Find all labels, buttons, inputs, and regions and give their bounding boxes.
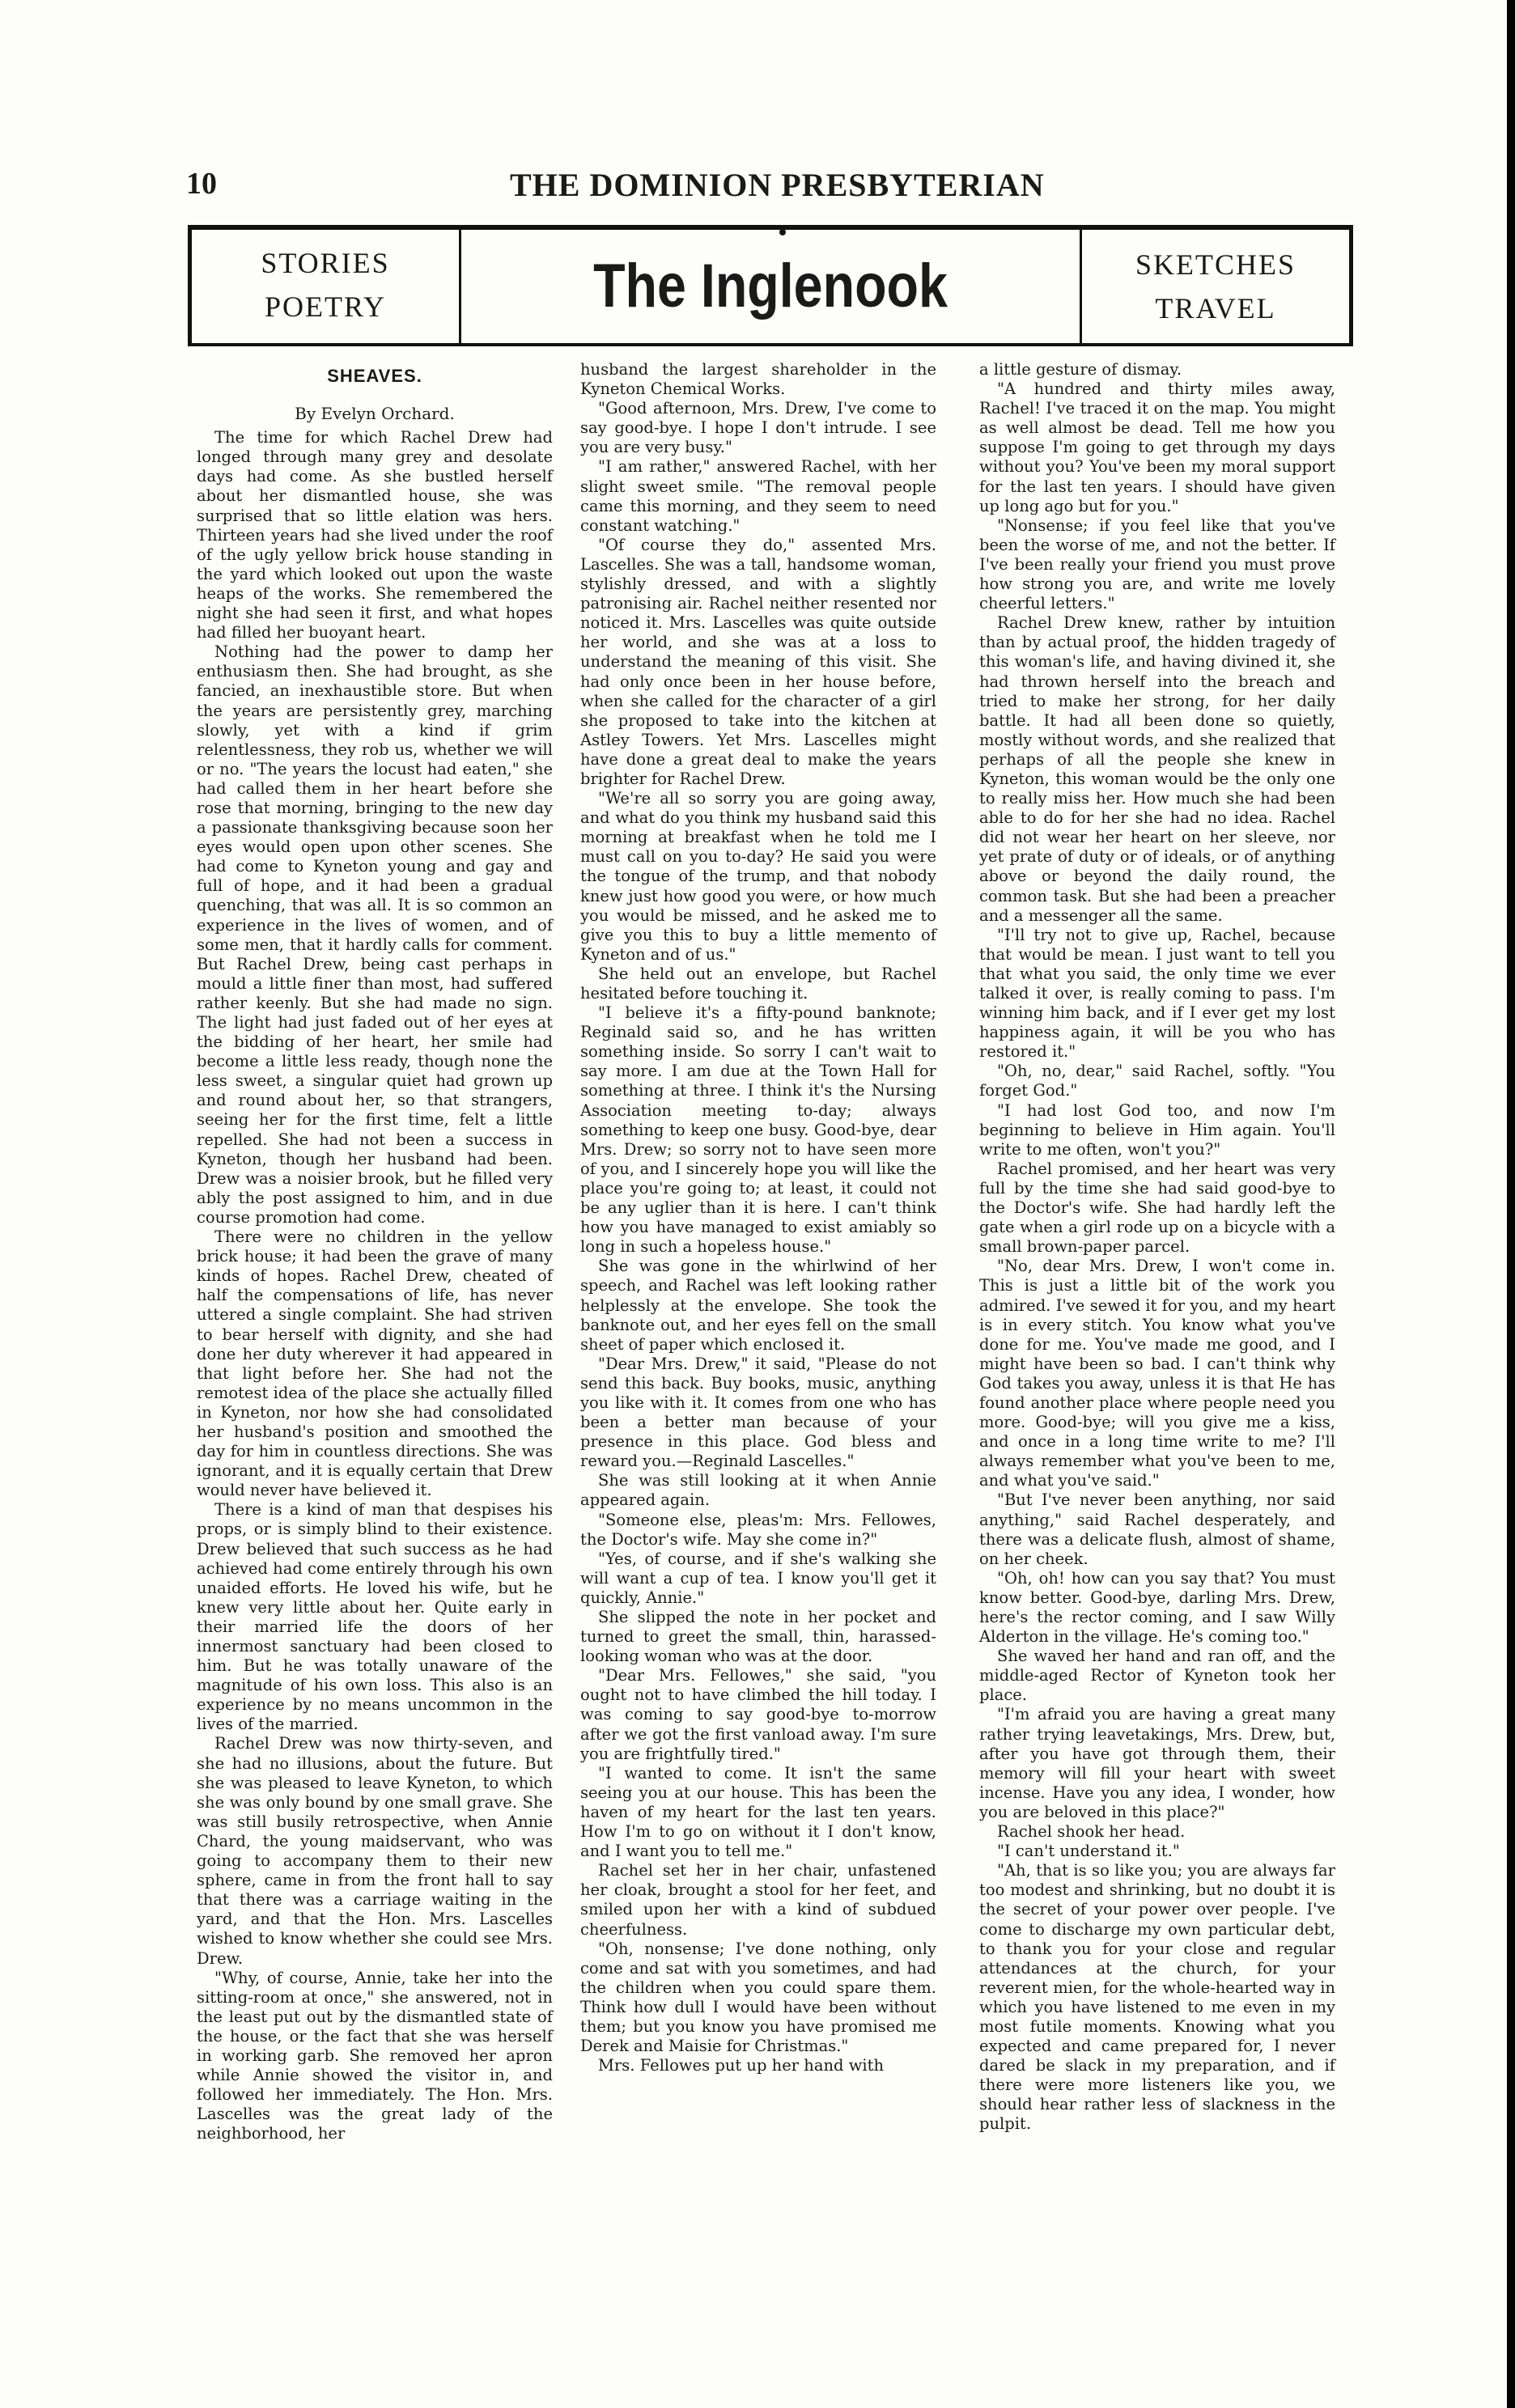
paragraph: "Good afternoon, Mrs. Drew, I've come to say good-bye. I hope I don't intrude. I see you are very busy." xyxy=(580,399,936,457)
paragraph: "I can't understand it." xyxy=(997,1842,1180,1861)
paragraph: "I had lost God too, and now I'm beginning to believe in Him again. You'll write to me often, won't you?" xyxy=(979,1100,1335,1159)
text-column-1 xyxy=(197,360,553,2143)
paragraph: Rachel set her in her chair, unfastened her cloak, brought a stool for her feet, and smiled upon her with a kind of subdued cheerfulness. xyxy=(580,1861,936,1939)
paragraph: "Dear Mrs. Drew," it said, "Please do not send this back. Buy books, music, anything you like with it. It comes from one who has been a better man because of your presence in this place. God bless and reward you.—Reginald Lascelles." xyxy=(580,1354,936,1471)
page-number: 10 xyxy=(186,167,217,201)
paragraph: a little gesture of dismay. xyxy=(979,360,1182,379)
header-right-line2: TRAVEL xyxy=(1155,292,1276,324)
paragraph: "Nonsense; if you feel like that you've been the worse of me, and not the better. If I've been really your friend you must prove how strong you are, and write me lovely cheerful letters." xyxy=(979,515,1335,613)
paragraph: "Yes, of course, and if she's walking she will want a cup of tea. I know you'll get it quickly, Annie." xyxy=(580,1549,936,1607)
paragraph: Rachel Drew knew, rather by intuition than by actual proof, the hidden tragedy of this woman's life, and having divined it, she had thrown herself into the breach and tried to make her strong, for her daily battle. It had all been done so quietly, mostly without words, and she realized that perhaps of all the people she knew in Kyneton, this woman would be the only one to really miss her. How much she had been able to do for her she had no idea. Rachel did not wear her heart on her sleeve, nor yet prate of duty or of ideals, or of anything above or beyond the daily round, the common task. But she had been a preacher and a messenger all the same. xyxy=(979,613,1335,925)
paragraph: "Why, of course, Annie, take her into the sitting-room at once," she answered, not in the least put out by the dismantled state of the house, or the fact that she was herself in working garb. She removed her apron while Annie showed the visitor in, and followed her immediately. The Hon. Mrs. Lascelles was the great lady of the neighborhood, her xyxy=(197,1968,553,2143)
paragraph: "I believe it's a fifty-pound banknote; Reginald said so, and he has written something inside. So sorry I can't wait to say more. I am due at the Town Hall for something at three. I think it's the Nursing Association meeting to-day; always something to keep one busy. Good-bye, dear Mrs. Drew; so sorry not to have seen more of you, and I sincerely hope you will like the place you're going to; at least, it could not be any uglier than it is here. I can't think how you have managed to exist amiably so long in such a hopeless house." xyxy=(580,1003,936,1257)
paragraph: Nothing had the power to damp her enthusiasm then. She had brought, as she fancied, an inexhaustible store. But when the years are persistently grey, marching slowly, yet with a kind if grim relentlessness, they rob us, whether we will or no. "The years the locust had eaten," she had called them in her heart before she rose that morning, bringing to the new day a passionate thanksgiving because soon her eyes would open upon other scenes. She had come to Kyneton young and gay and full of hope, and it had been a gradual quenching, that was all. It is so common an experience in the lives of women, and of some men, that it hardly calls for comment. But Rachel Drew, being cast perhaps in mould a little finer than most, had suffered rather keenly. But she had made no sign. The light had just faded out of her eyes at the bidding of her heart, her smile had become a little less ready, though none the less sweet, a singular quiet had grown up and round about her, so that strangers, seeing her for the first time, felt a little repelled. She had not been a success in Kyneton, though her husband had been. Drew was a noisier brook, but he filled very ably the post assigned to him, and in due course promotion had come. xyxy=(197,642,553,1227)
paragraph: "We're all so sorry you are going away, and what do you think my husband said this morning at breakfast when he told me I must call on you to-day? He said you were the tongue of the trump, and that nobody knew just how good you were, or how much you would be missed, and he asked me to give you this to buy a little memento of Kyneton and of us." xyxy=(580,789,936,964)
paragraph: She was gone in the whirlwind of her speech, and Rachel was left looking rather helplessly at the envelope. She took the banknote out, and her eyes fell on the small sheet of paper which enclosed it. xyxy=(580,1257,936,1354)
paragraph: "Oh, no, dear," said Rachel, softly. "You forget God." xyxy=(979,1062,1335,1100)
paragraph: "A hundred and thirty miles away, Rachel! I've traced it on the map. You might as well almost be dead. Tell me how you suppose I'm going to get through my days without you? You've been my moral support for the last ten years. I should have given up long ago but for you." xyxy=(979,379,1335,515)
section-header-box xyxy=(188,225,1353,346)
paragraph: Rachel promised, and her heart was very full by the time she had said good-bye to the Doctor's wife. She had hardly left the gate when a girl rode up on a bicycle with a small brown-paper parcel. xyxy=(979,1159,1335,1257)
section-title: The Inglenook xyxy=(593,252,948,320)
section-header-left xyxy=(192,230,461,343)
paragraph: "I am rather," answered Rachel, with her slight sweet smile. "The removal people came this morning, and they seem to need constant watching." xyxy=(580,457,936,535)
paragraph: Rachel Drew was now thirty-seven, and she had no illusions, about the future. But she was pleased to leave Kyneton, to which she was only bound by one small grave. She was still busily retrospective, when Annie Chard, the young maidservant, who was going to accompany them to their new sphere, came in from the front hall to say that there was a carriage waiting in the yard, and that the Hon. Mrs. Lascelles wished to know whether she could see Mrs. Drew. xyxy=(197,1734,553,1968)
paragraph: Mrs. Fellowes put up her hand with xyxy=(598,2056,885,2075)
paragraph: She held out an envelope, but Rachel hesitated before touching it. xyxy=(580,964,936,1003)
running-head xyxy=(186,166,1384,214)
paragraph: She was still looking at it when Annie appeared again. xyxy=(580,1471,936,1510)
paragraph: "Oh, oh! how can you say that? You must know better. Good-bye, darling Mrs. Drew, here's the rector coming, and I saw Willy Alderton in the village. He's coming too." xyxy=(979,1568,1335,1647)
paragraph: "But I've never been anything, nor said anything," said Rachel desperately, and there was a delicate flush, almost of shame, on her cheek. xyxy=(979,1490,1335,1568)
paragraph: "Someone else, pleas'm: Mrs. Fellowes, the Doctor's wife. May she come in?" xyxy=(580,1510,936,1549)
byline: By Evelyn Orchard. xyxy=(295,404,455,424)
paragraph: "Of course they do," assented Mrs. Lascelles. She was a tall, handsome woman, stylishly dressed, and with a slightly patronising air. Rachel neither resented nor noticed it. Mrs. Lascelles was quite outside her world, and she was at a loss to understand the meaning of this visit. She had only once been in her house before, when she called for the character of a girl she proposed to take into the kitchen at Astley Towers. Yet Mrs. Lascelles might have done a great deal to make the years brighter for Rachel Drew. xyxy=(580,535,936,788)
paragraph: "No, dear Mrs. Drew, I won't come in. This is just a little bit of the work you admired. I've sewed it for you, and my heart is in every stitch. You know what you've done for me. You've made me good, and I might have been so bad. I can't think why God takes you away, unless it is that He has found another place where people need you more. Good-bye; will you give me a kiss, and once in a long time write to me? I'll always remember what you've been to me, and what you've said." xyxy=(979,1257,1335,1490)
paragraph: "I'll try not to give up, Rachel, because that would be mean. I just want to tell you that what you said, the only time we ever talked it over, is really coming to pass. I'm winning him back, and if I ever get my lost happiness again, it will be you who has restored it." xyxy=(979,925,1335,1062)
paragraph: There were no children in the yellow brick house; it had been the grave of many kinds of hopes. Rachel Drew, cheated of half the compensations of life, has never uttered a single complaint. She had striven to bear herself with dignity, and she had done her duty wherever it had appeared in that light before her. She had not the remotest idea of the place she actually filled in Kyneton, nor how she had consolidated her husband's position and smoothed the day for him in countless directions. She was ignorant, and it is equally certain that Drew would never have believed it. xyxy=(197,1227,553,1500)
text-column-2 xyxy=(580,360,936,2075)
journal-title: THE DOMINION PRESBYTERIAN xyxy=(510,167,1045,203)
header-left-line1: STORIES xyxy=(261,247,390,279)
paragraph: "Ah, that is so like you; you are always far too modest and shrinking, but no doubt it is the secret of your power over people. I've come to discharge my own particular debt, to thank you for your close and regular attendances at the church, for your reverent mien, for the whole-hearted way in which you have listened to me even in my most futile moments. Knowing what you expected and came prepared for, I never dared be slack in my preparation, and if there were more listeners like you, we should hear rather less of slackness in the pulpit. xyxy=(979,1861,1335,2134)
paragraph: She waved her hand and ran off, and the middle-aged Rector of Kyneton took her place. xyxy=(979,1647,1335,1705)
paragraph: "Oh, nonsense; I've done nothing, only come and sat with you sometimes, and had the children when you could spare them. Think how dull I would have been without them; but you know you have promised me Derek and Maisie for Christmas." xyxy=(580,1939,936,2056)
text-column-3 xyxy=(979,360,1335,2135)
paragraph: husband the largest shareholder in the Kyneton Chemical Works. xyxy=(580,360,936,399)
paragraph: There is a kind of man that despises his props, or is simply blind to their existence. Drew believed that such success as he had achieved had come entirely through his own unaided efforts. He loved his wife, but he knew very little about her. Quite early in their married life the doors of her innermost sanctuary had been closed to him. But he was totally unaware of the magnitude of his own loss. This also is an experience by no means uncommon in the lives of the married. xyxy=(197,1500,553,1734)
header-right-line1: SKETCHES xyxy=(1135,248,1296,281)
paragraph: "I wanted to come. It isn't the same seeing you at our house. This has been the haven of my heart for the last ten years. How I'm to go on without it I don't know, and I want you to tell me." xyxy=(580,1763,936,1861)
paragraph: "Dear Mrs. Fellowes," she said, "you ought not to have climbed the hill today. I was coming to say good-bye to-morrow after we got the first vanload away. I'm sure you are frightfully tired." xyxy=(580,1666,936,1763)
paragraph: The time for which Rachel Drew had longed through many grey and desolate days had come. As she bustled herself about her dismantled house, she was surprised that so little elation was hers. Thirteen years had she lived under the roof of the ugly yellow brick house standing in the yard which looked out upon the waste heaps of the works. She remembered the night she had seen it first, and what hopes had filled her buoyant heart. xyxy=(197,428,553,642)
paragraph: Rachel shook her head. xyxy=(997,1822,1186,1842)
paragraph: "I'm afraid you are having a great many rather trying leavetakings, Mrs. Drew, but, after you have got through them, their memory will fill your heart with sweet incense. Have you any idea, I wonder, how you are beloved in this place?" xyxy=(979,1705,1335,1821)
header-left-line2: POETRY xyxy=(264,290,387,323)
story-title: SHEAVES. xyxy=(327,366,422,386)
section-header-right xyxy=(1080,230,1349,343)
paragraph: She slipped the note in her pocket and turned to greet the small, thin, harassed-looking woman who was at the door. xyxy=(580,1608,936,1666)
